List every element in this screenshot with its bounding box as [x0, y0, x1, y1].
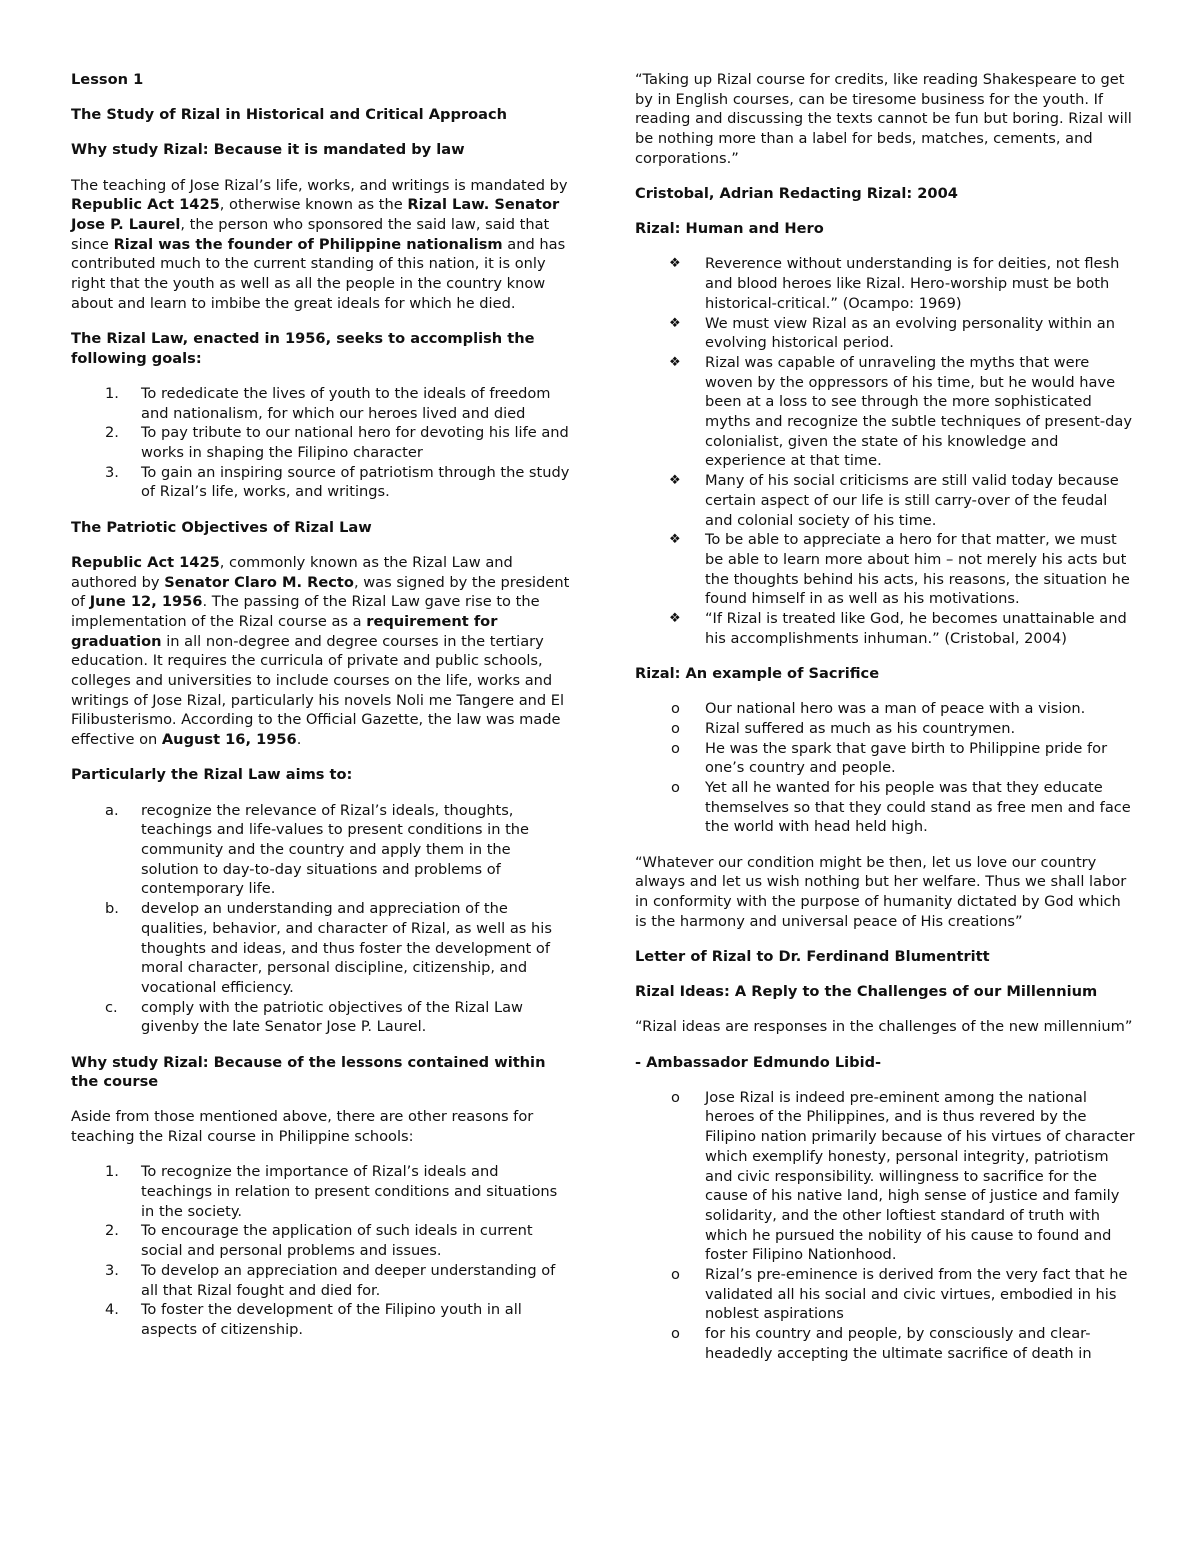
quote-libid: “Rizal ideas are responses in the challenges of the new millennium”	[635, 1018, 1133, 1036]
list-item: o Our national hero was a man of peace with a vision.	[671, 700, 1086, 718]
goals-list	[71, 384, 571, 502]
right-column	[635, 70, 1135, 1379]
list-item: ❖ We must view Rizal as an evolving personality within an evolving historical period.	[669, 314, 1115, 352]
list-item: o Jose Rizal is indeed pre-eminent among the national heroes of the Philippines, and is thus revered by the Filipino nation primarily because of his virtues of character which exemplify honesty, personal integrity, patriotism and civic responsibility. willingness to sacrifice for the cause of his native land, high sense of justice and family solidarity, and the other loftiest standard of truth with which he pursued the nobility of his cause to found and foster Filipino Nationhood.	[671, 1088, 1135, 1264]
list-item: b. develop an understanding and appreciation of the qualities, behavior, and character of Rizal, as well as his thoughts and ideas, and thus foster the development of moral character, personal discipline, citizenship, and vocational efficiency.	[105, 900, 552, 996]
reasons-list	[71, 1162, 571, 1339]
circle-bullet-icon: o	[671, 1266, 680, 1284]
list-item: 2. To encourage the application of such ideals in current social and personal problems and issues.	[105, 1222, 533, 1260]
circle-bullet-icon: o	[671, 1325, 680, 1343]
left-column	[71, 70, 571, 1355]
list-item: o Rizal suffered as much as his countrymen.	[671, 719, 1016, 737]
list-item: ❖ Rizal was capable of unraveling the myths that were woven by the oppressors of his time, but he would have been at a loss to see through the more sophisticated myths and recognize the subtle techniques of present-day colonialist, given the state of his knowledge and experience at that time.	[669, 353, 1133, 470]
heading-cristobal: Cristobal, Adrian Redacting Rizal: 2004	[635, 185, 958, 203]
diamond-bullet-icon: ❖	[669, 532, 681, 548]
heading-ideas: Rizal Ideas: A Reply to the Challenges of our Millennium	[635, 983, 1098, 1001]
list-item: 4. To foster the development of the Filipino youth in all aspects of citizenship.	[105, 1301, 522, 1338]
circle-bullet-icon: o	[671, 739, 680, 757]
quote-cristobal: “Taking up Rizal course for credits, like reading Shakespeare to get by in English courses, can be tiresome business for the youth. If reading and discussing the texts cannot be fun but boring. Rizal will be nothing more than a label for beds, matches, cements, and corporations.”	[635, 71, 1132, 167]
list-item: 1. To rededicate the lives of youth to the ideals of freedom and nationalism, for which our heroes lived and died	[105, 384, 551, 422]
heading-letter: Letter of Rizal to Dr. Ferdinand Blumentritt	[635, 947, 990, 965]
heading-lessons: Why study Rizal: Because of the lessons contained within the course	[71, 1053, 546, 1091]
diamond-bullet-icon: ❖	[669, 256, 681, 272]
list-item: o for his country and people, by consciously and clear-headedly accepting the ultimate sacrifice of death in	[671, 1325, 1092, 1362]
list-item: o He was the spark that gave birth to Philippine pride for one’s country and people.	[671, 739, 1108, 777]
paragraph-reasons: Aside from those mentioned above, there are other reasons for teaching the Rizal course in Philippine schools:	[71, 1108, 534, 1146]
heading-aims: Particularly the Rizal Law aims to:	[71, 766, 353, 784]
lesson-title: The Study of Rizal in Historical and Critical Approach	[71, 106, 508, 124]
list-item: ❖ Reverence without understanding is for deities, not flesh and blood heroes like Rizal. Hero-worship must be both historical-critical.” (Ocampo: 1969)	[669, 255, 1120, 312]
diamond-bullet-icon: ❖	[669, 315, 681, 331]
list-item: ❖ To be able to appreciate a hero for that matter, we must be able to learn more about him – not merely his acts but the thoughts behind his acts, his reasons, the situation he found himself in as well as his motivations.	[669, 531, 1130, 608]
aims-list	[71, 801, 571, 1037]
circle-bullet-icon: o	[671, 779, 680, 796]
heading-goals: The Rizal Law, enacted in 1956, seeks to accomplish the following goals:	[71, 330, 535, 367]
list-item: 3. To develop an appreciation and deeper understanding of all that Rizal fought and died for.	[105, 1261, 556, 1299]
diamond-bullet-icon: ❖	[669, 611, 681, 627]
paragraph-mandated: The teaching of Jose Rizal’s life, works, and writings is mandated by Republic Act 1425, otherwise known as the Rizal Law. Senator Jose P. Laurel, the person who sponsored the said law, said that since Rizal was the founder of Philippine nationalism and has contributed much to the current standing of this nation, it is only right that the youth as well as all the people in the country know about and learn to imbibe the great ideals for which he died.	[71, 176, 568, 312]
human-hero-list	[635, 254, 1135, 648]
paragraph-objectives: Republic Act 1425, commonly known as the Rizal Law and authored by Senator Claro M. Recto, was signed by the president of June 12, 1956. The passing of the Rizal Law gave rise to the implementation of the Rizal course as a requirement for graduation in all non-degree and degree courses in the tertiary education. It requires the curricula of private and public schools, colleges and universities to include courses on the life, works and writings of Jose Rizal, particularly his novels Noli me Tangere and El Filibusterismo. According to the Official Gazette, the law was made effective on August 16, 1956.	[71, 553, 570, 749]
sacrifice-list	[635, 699, 1135, 837]
list-item: a. recognize the relevance of Rizal’s ideals, thoughts, teachings and life-values to present conditions in the community and the country and apply them in the solution to day-to-day situations and problems of contemporary life.	[105, 801, 530, 898]
list-item: c. comply with the patriotic objectives of the Rizal Law givenby the late Senator Jose P. Laurel.	[105, 998, 523, 1036]
list-item: o Rizal’s pre-eminence is derived from the very fact that he validated all his social and civic virtues, embodied in his noblest aspirations	[671, 1266, 1128, 1323]
heading-objectives: The Patriotic Objectives of Rizal Law	[71, 518, 372, 536]
circle-bullet-icon: o	[671, 1088, 680, 1106]
circle-bullet-icon: o	[671, 719, 680, 737]
diamond-bullet-icon: ❖	[669, 354, 681, 370]
list-item: ❖ Many of his social criticisms are still valid today because certain aspect of our life is still carry-over of the feudal and colonial society of his time.	[669, 472, 1119, 529]
libid-list	[635, 1088, 1135, 1364]
diamond-bullet-icon: ❖	[669, 473, 681, 489]
heading-libid: - Ambassador Edmundo Libid-	[635, 1053, 882, 1071]
list-item: o Yet all he wanted for his people was that they educate themselves so that they could stand as free men and face the world with head held high.	[671, 779, 1131, 836]
list-item: 3. To gain an inspiring source of patriotism through the study of Rizal’s life, works, and writings.	[105, 463, 570, 501]
lesson-number: Lesson 1	[71, 71, 144, 88]
list-item: 1. To recognize the importance of Rizal’s ideals and teachings in relation to present conditions and situations in the society.	[105, 1163, 558, 1220]
quote-letter: “Whatever our condition might be then, let us love our country always and let us wish nothing but her welfare. Thus we shall labor in conformity with the purpose of humanity dictated by God which is the harmony and universal peace of His creations”	[635, 853, 1127, 930]
heading-sacrifice: Rizal: An example of Sacrifice	[635, 664, 880, 682]
heading-human-hero: Rizal: Human and Hero	[635, 220, 824, 238]
circle-bullet-icon: o	[671, 700, 680, 718]
heading-mandated: Why study Rizal: Because it is mandated by law	[71, 141, 465, 159]
list-item: 2. To pay tribute to our national hero for devoting his life and works in shaping the Filipino character	[105, 424, 569, 462]
list-item: ❖ “If Rizal is treated like God, he becomes unattainable and his accomplishments inhuman.” (Cristobal, 2004)	[669, 610, 1127, 647]
